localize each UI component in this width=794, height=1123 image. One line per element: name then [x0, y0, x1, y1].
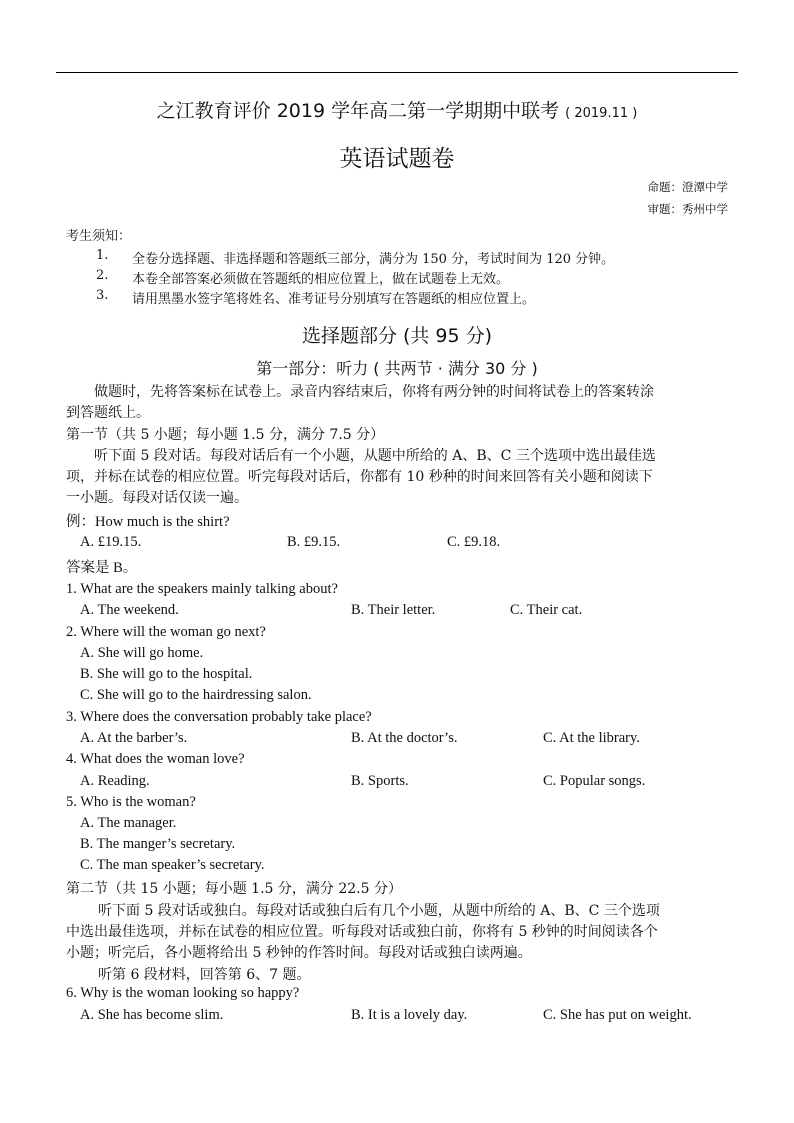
exam-title-text: 之江教育评价 2019 学年高二第一学期期中联考 — [156, 100, 560, 122]
section2-heading: 第二节（共 15 小题；每小题 1.5 分，满分 22.5 分） — [66, 881, 402, 897]
q2-stem: 2. Where will the woman go next? — [66, 624, 266, 640]
notice-heading: 考生须知： — [66, 229, 132, 244]
exam-subtitle: 英语试题卷 — [339, 146, 455, 172]
intro-line-1: 做题时，先将答案标在试卷上。录音内容结束后，你将有两分钟的时间将试卷上的答案转涂 — [94, 384, 654, 400]
q6-stem: 6. Why is the woman looking so happy? — [66, 985, 300, 1001]
q1-option-c: C. Their cat. — [510, 602, 583, 618]
notice-item-1-num: 1. — [96, 248, 109, 263]
section1-instr-line-2: 项，并标在试卷的相应位置。听完每段对话后，你都有 10 秒种的时间来回答有关小题和阅读下 — [66, 469, 653, 485]
material-6-heading: 听第 6 段材料，回答第 6、7 题。 — [98, 967, 311, 983]
section2-instr-line-1: 听下面 5 段对话或独白。每段对话或独白后有几个小题，从题中所给的 A、B、C 三个选项 — [98, 903, 660, 919]
q6-option-b: B. It is a lovely day. — [351, 1007, 468, 1023]
author-line-2: 审题：秀州中学 — [647, 202, 728, 216]
header-rule — [56, 72, 738, 73]
q1-option-b: B. Their letter. — [351, 602, 436, 618]
q1-stem: 1. What are the speakers mainly talking about? — [66, 581, 338, 597]
section2-instr-line-3: 小题；听完后，各小题将给出 5 秒钟的作答时间。每段对话或独白读两遍。 — [66, 945, 532, 961]
section2-instr-line-2: 中选出最佳选项，并标在试卷的相应位置。听每段对话或独白前，你将有 5 秒钟的时间阅读各个 — [66, 924, 658, 940]
q6-option-c: C. She has put on weight. — [543, 1007, 692, 1023]
exam-title — [0, 96, 794, 123]
q6-option-a: A. She has become slim. — [80, 1007, 224, 1023]
example-option-a: A. £19.15. — [80, 534, 142, 550]
section1-instr-line-3: 一小题。每段对话仅读一遍。 — [66, 490, 248, 506]
notice-item-2-text: 本卷全部答案必须做在答题纸的相应位置上，做在试题卷上无效。 — [132, 272, 510, 287]
section-title: 选择题部分 (共 95 分) — [301, 325, 493, 347]
q3-option-b: B. At the doctor’s. — [351, 730, 458, 746]
exam-date: ( 2019.11 ) — [565, 106, 638, 121]
part1-title: 第一部分：听力 ( 共两节 · 满分 30 分 ) — [256, 359, 538, 378]
q5-option-b: B. The manger’s secretary. — [80, 836, 236, 852]
q3-stem: 3. Where does the conversation probably take place? — [66, 709, 372, 725]
notice-item-1-text: 全卷分选择题、非选择题和答题纸三部分，满分为 150 分，考试时间为 120 分钟。 — [132, 252, 615, 267]
q4-stem: 4. What does the woman love? — [66, 751, 245, 767]
notice-item-2-num: 2. — [96, 268, 109, 283]
author-line-1: 命题：澄潭中学 — [647, 180, 728, 194]
q2-option-b: B. She will go to the hospital. — [80, 666, 253, 682]
q2-option-c: C. She will go to the hairdressing salon. — [80, 687, 312, 703]
intro-line-2: 到答题纸上。 — [66, 405, 150, 421]
example-option-b: B. £9.15. — [287, 534, 341, 550]
q3-option-a: A. At the barber’s. — [80, 730, 188, 746]
q5-stem: 5. Who is the woman? — [66, 794, 196, 810]
example-question: 例：How much is the shirt? — [66, 514, 230, 530]
q5-option-a: A. The manager. — [80, 815, 177, 831]
example-option-c: C. £9.18. — [447, 534, 501, 550]
q5-option-c: C. The man speaker’s secretary. — [80, 857, 265, 873]
q4-option-c: C. Popular songs. — [543, 773, 646, 789]
section1-instr-line-1: 听下面 5 段对话。每段对话后有一个小题，从题中所给的 A、B、C 三个选项中选出最佳选 — [94, 448, 656, 464]
q3-option-c: C. At the library. — [543, 730, 640, 746]
q1-option-a: A. The weekend. — [80, 602, 179, 618]
section1-heading: 第一节（共 5 小题；每小题 1.5 分，满分 7.5 分） — [66, 427, 385, 443]
notice-item-3-num: 3. — [96, 288, 109, 303]
notice-item-3-text: 请用黑墨水签字笔将姓名、准考证号分别填写在答题纸的相应位置上。 — [132, 292, 536, 307]
q4-option-b: B. Sports. — [351, 773, 409, 789]
q2-option-a: A. She will go home. — [80, 645, 204, 661]
q4-option-a: A. Reading. — [80, 773, 150, 789]
example-answer: 答案是 B。 — [66, 560, 138, 576]
